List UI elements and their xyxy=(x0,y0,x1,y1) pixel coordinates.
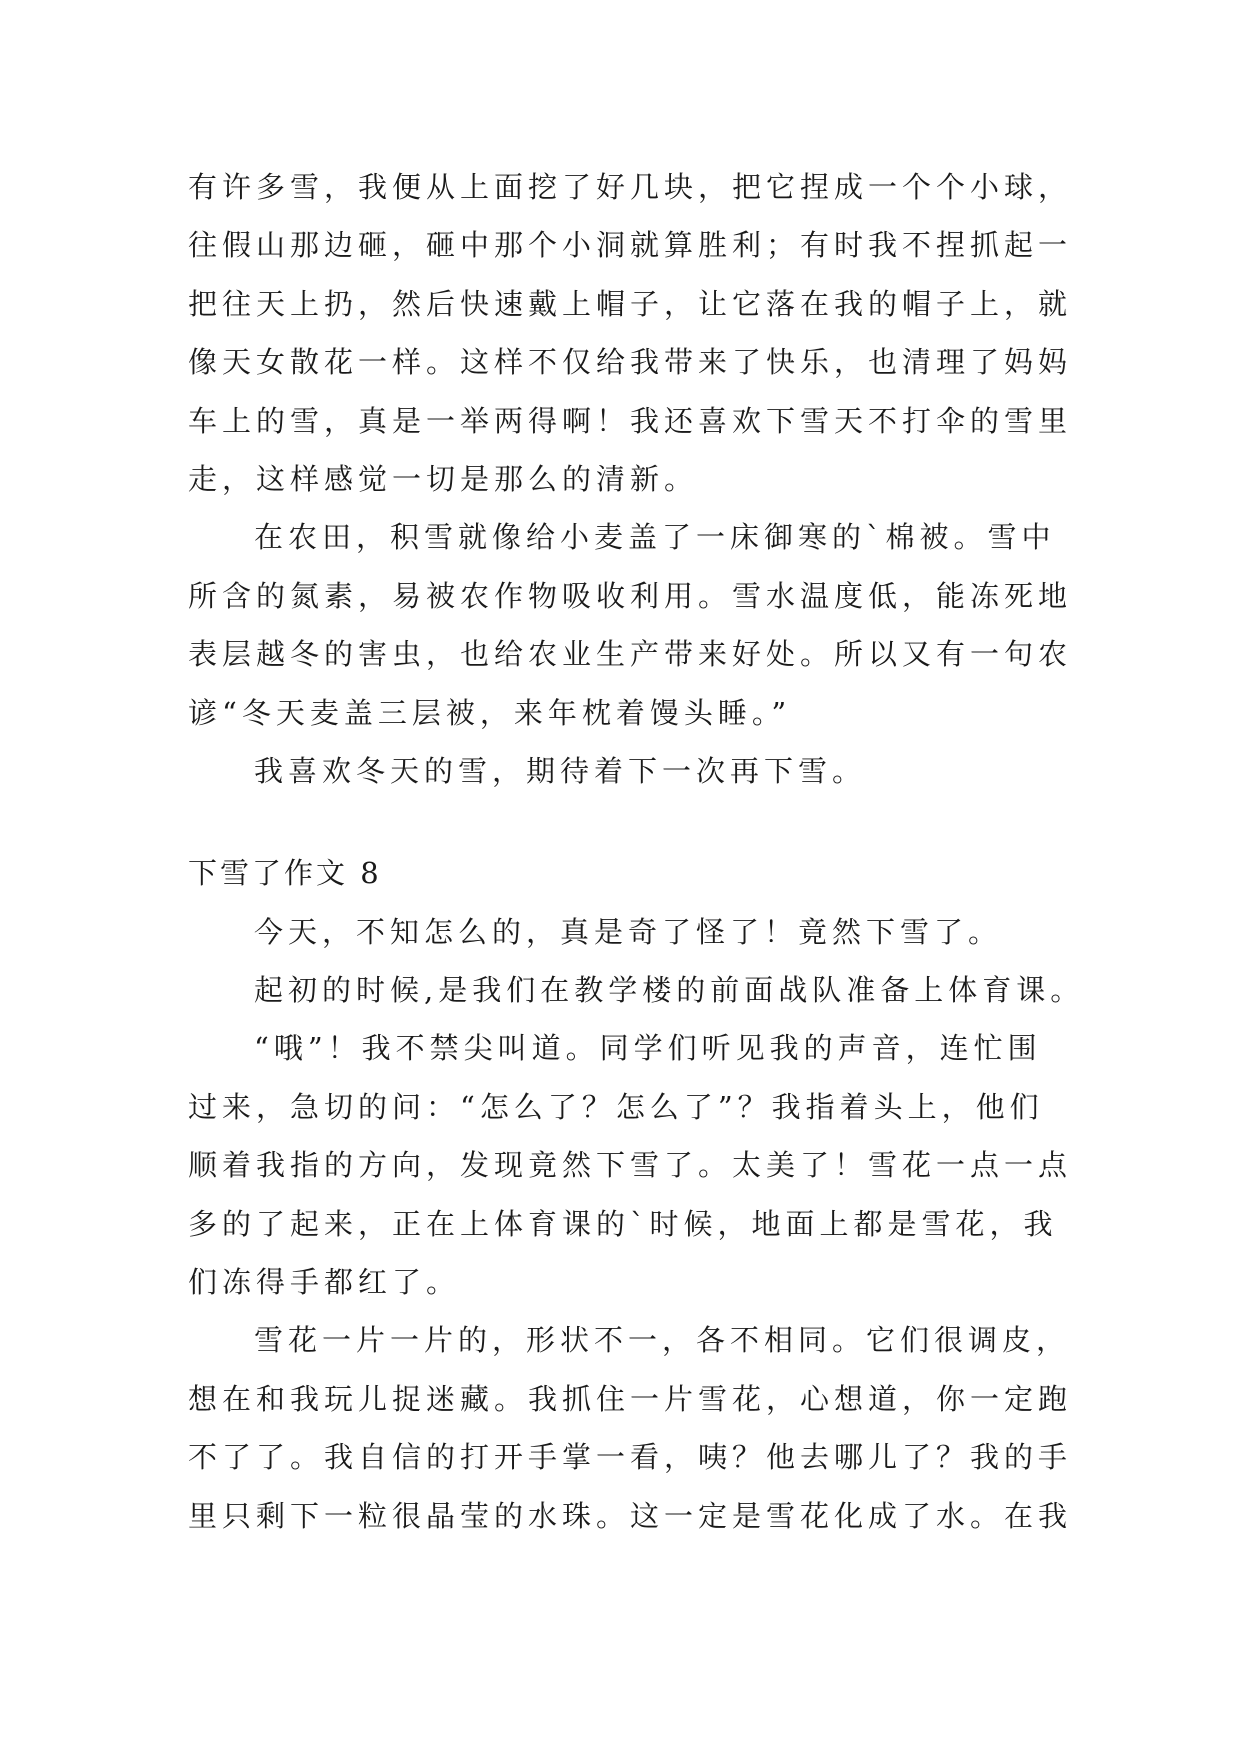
paragraph-line: 所含的氮素，易被农作物吸收利用。雪水温度低，能冻死地 xyxy=(188,578,1073,613)
paragraph-line: 谚“冬天麦盖三层被，来年枕着馒头睡。” xyxy=(188,695,792,730)
paragraph-line: 表层越冬的害虫，也给农业生产带来好处。所以又有一句农 xyxy=(188,637,1073,672)
paragraph-line: 把往天上扔，然后快速戴上帽子，让它落在我的帽子上，就 xyxy=(188,286,1073,321)
paragraph-line: 里只剩下一粒很晶莹的水珠。这一定是雪花化成了水。在我 xyxy=(188,1498,1073,1533)
paragraph-line: 走，这样感觉一切是那么的清新。 xyxy=(188,461,699,496)
paragraph-start-line: 我喜欢冬天的雪，期待着下一次再下雪。 xyxy=(254,753,867,788)
paragraph-line: 多的了起来，正在上体育课的`时候，地面上都是雪花，我 xyxy=(188,1206,1058,1241)
paragraph-line: 有许多雪，我便从上面挖了好几块，把它捏成一个个小球， xyxy=(188,170,1073,204)
section-gap xyxy=(188,800,1068,844)
paragraph-line: 车上的雪，真是一举两得啊！我还喜欢下雪天不打伞的雪里 xyxy=(188,403,1073,438)
paragraph-start-line: 雪花一片一片的，形状不一，各不相同。它们很调皮， xyxy=(254,1323,1071,1358)
paragraph-line: 过来，急切的问：“怎么了？怎么了”？我指着头上，他们 xyxy=(188,1089,1044,1124)
paragraph-line: 像天女散花一样。这样不仅给我带来了快乐，也清理了妈妈 xyxy=(188,345,1073,380)
paragraph-line: 往假山那边砸，砸中那个小洞就算胜利；有时我不捏抓起一 xyxy=(188,228,1073,263)
paragraph-line: 想在和我玩儿捉迷藏。我抓住一片雪花，心想道，你一定跑 xyxy=(188,1381,1073,1416)
paragraph-line: 不了了。我自信的打开手掌一看，咦？他去哪儿了？我的手 xyxy=(188,1440,1073,1475)
paragraph-line: 顺着我指的方向，发现竟然下雪了。太美了！雪花一点一点 xyxy=(188,1148,1073,1183)
paragraph-start-line: 起初的时候,是我们在教学楼的前面战队准备上体育课。 xyxy=(254,973,1085,1008)
paragraph-start-line: “哦”！我不禁尖叫道。同学们听见我的声音，连忙围 xyxy=(254,1031,1042,1066)
paragraph-start-line: 在农田，积雪就像给小麦盖了一床御寒的`棉被。雪中 xyxy=(254,520,1056,555)
essay-body xyxy=(188,158,1085,1545)
essay-heading: 下雪了作文 8 xyxy=(188,856,382,891)
paragraph-start-line: 今天，不知怎么的，真是奇了怪了！竟然下雪了。 xyxy=(254,914,1003,949)
paragraph-line: 们冻得手都红了。 xyxy=(188,1265,461,1300)
